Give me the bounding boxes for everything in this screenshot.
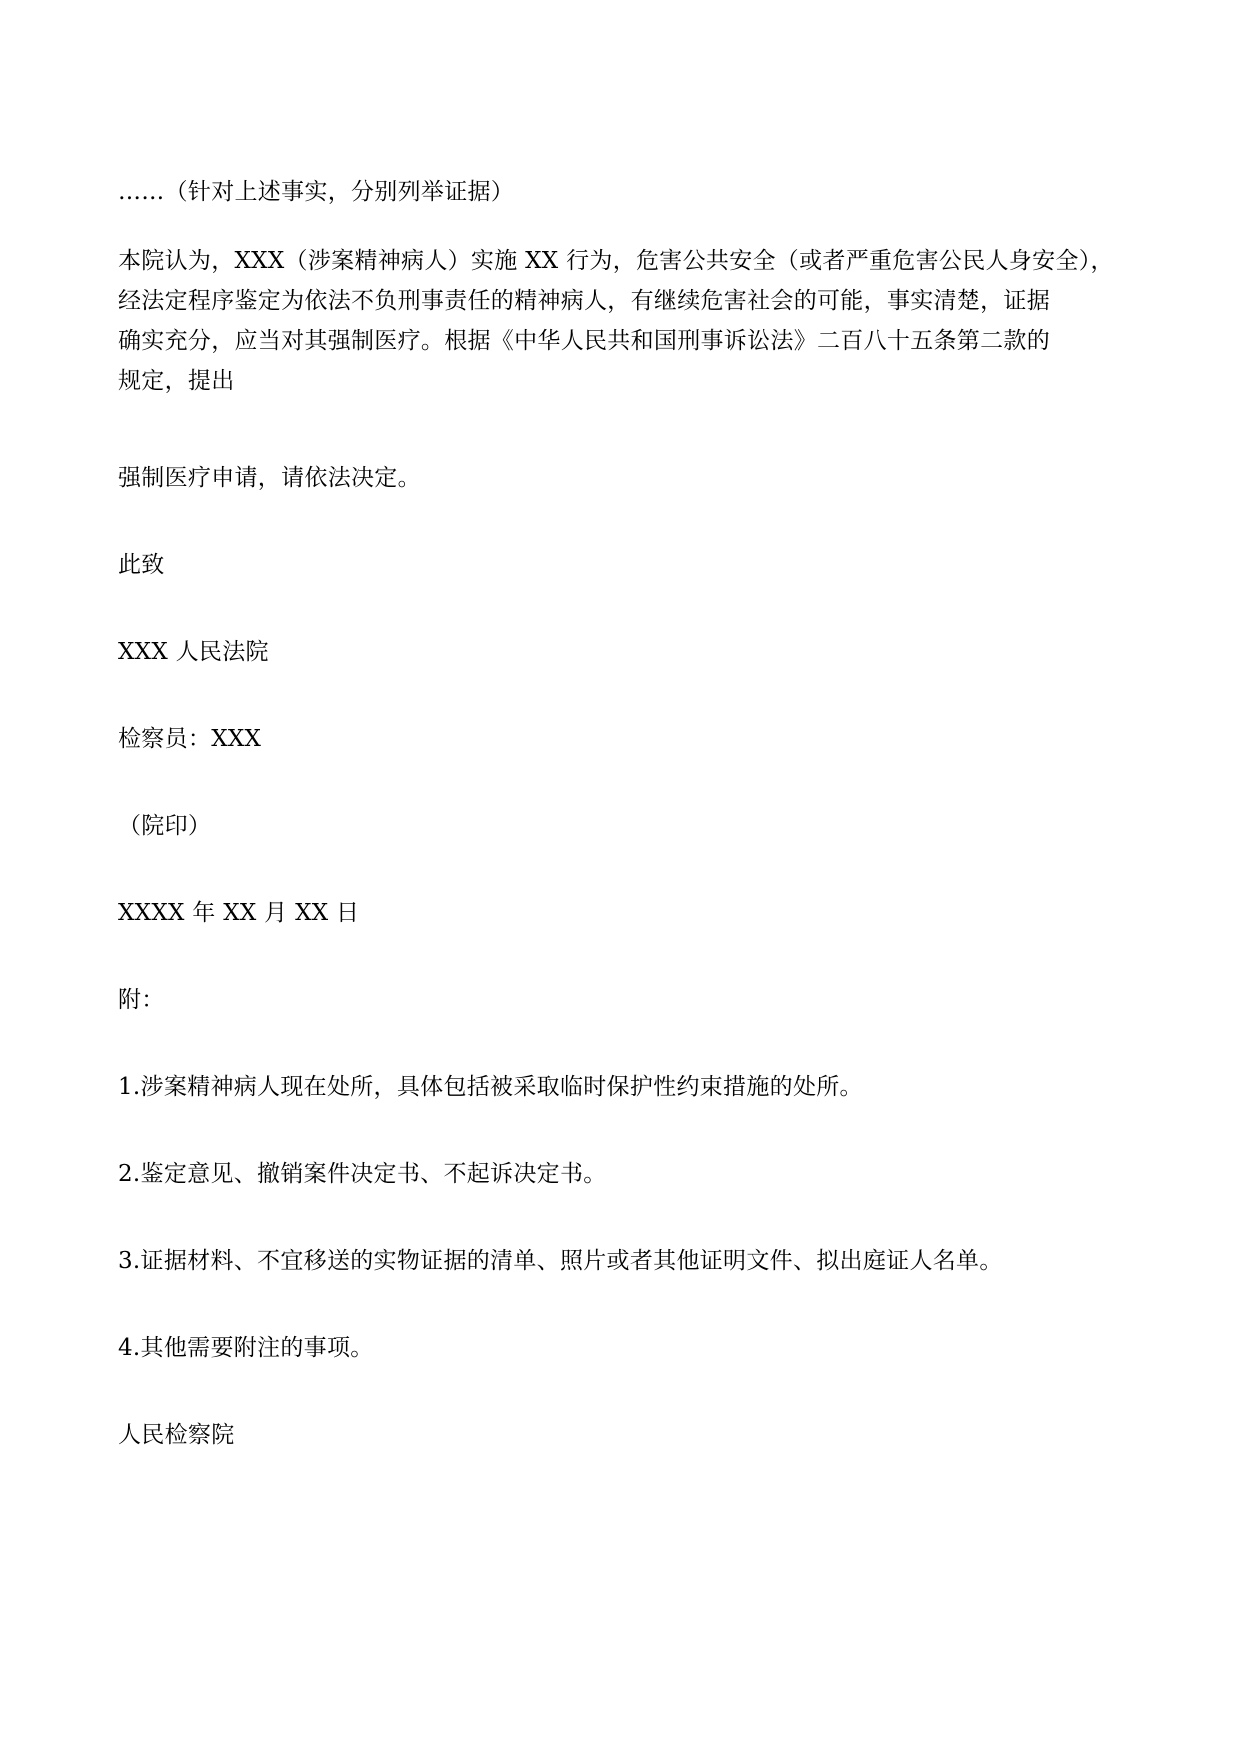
opinion-line: 规定，提出 <box>118 368 235 394</box>
prosecutor-signature: 检察员：XXX <box>118 726 262 752</box>
addressee-court: XXX 人民法院 <box>118 639 269 665</box>
attachment-item: 2.鉴定意见、撤销案件决定书、不起诉决定书。 <box>118 1161 607 1187</box>
attachment-item: 4.其他需要附注的事项。 <box>118 1335 374 1361</box>
request-text: 强制医疗申请，请依法决定。 <box>118 465 421 491</box>
attachment-item: 1.涉案精神病人现在处所，具体包括被采取临时保护性约束措施的处所。 <box>118 1074 863 1100</box>
evidence-note: ……（针对上述事实，分别列举证据） <box>118 179 515 205</box>
document-date: XXXX 年 XX 月 XX 日 <box>118 900 360 926</box>
attachment-item: 3.证据材料、不宜移送的实物证据的清单、照片或者其他证明文件、拟出庭证人名单。 <box>118 1248 1003 1274</box>
attachments-heading: 附： <box>118 987 165 1013</box>
opinion-line: 本院认为，XXX（涉案精神病人）实施 XX 行为，危害公共安全（或者严重危害公民人身安全）， <box>118 248 1114 274</box>
court-opinion-paragraph <box>118 241 1123 401</box>
opinion-line: 确实充分，应当对其强制医疗。根据《中华人民共和国刑事诉讼法》二百八十五条第二款的 <box>118 328 1050 354</box>
salutation: 此致 <box>118 552 165 578</box>
seal-placeholder: （院印） <box>118 813 212 839</box>
issuing-organization: 人民检察院 <box>118 1422 235 1448</box>
opinion-line: 经法定程序鉴定为依法不负刑事责任的精神病人，有继续危害社会的可能，事实清楚，证据 <box>118 288 1050 314</box>
